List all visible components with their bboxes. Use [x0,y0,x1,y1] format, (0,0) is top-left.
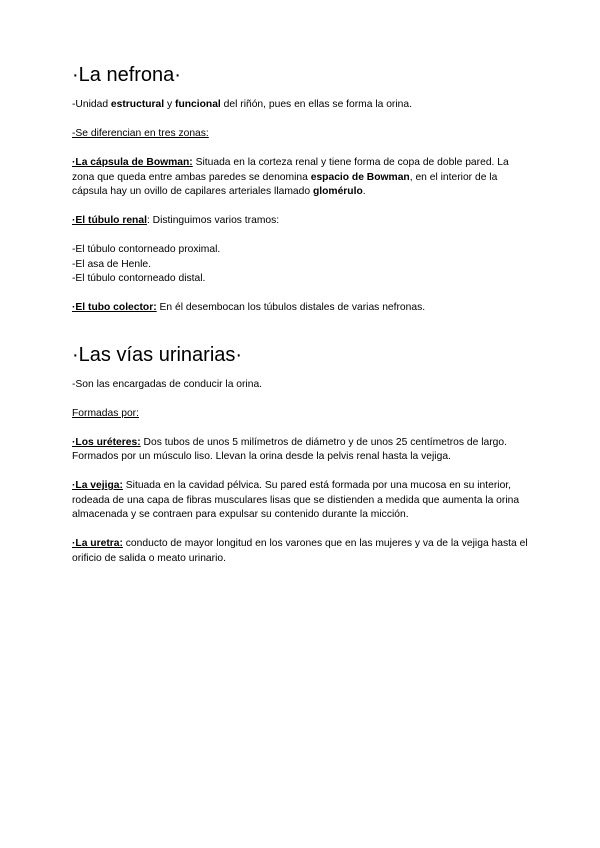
ureteres-text: Dos tubos de unos 5 milímetros de diámetro y de unos 25 centímetros de largo. Formados por un músculo liso. Llevan la orina desde la pelvis renal hasta la vejiga. [72,436,507,462]
intro-bold-estructural: estructural [110,99,165,110]
document-page [72,62,532,581]
intro-text: del riñón, pues en ellas se forma la orina. [220,99,412,110]
tramo-item: -El túbulo contorneado proximal. [72,244,221,255]
capsula-paragraph [72,156,532,200]
vejiga-paragraph [72,479,532,523]
colector-text: En él desembocan los túbulos distales de varias nefronas. [156,302,426,313]
uretra-paragraph [72,537,532,566]
section-title-nefrona: ·La nefrona· [72,64,181,86]
capsula-text: . [362,186,366,197]
tubulo-text: : Distinguimos varios tramos: [146,215,280,226]
uretra-label: ·La uretra: [72,538,123,549]
intro-text: y [164,99,176,110]
capsula-label: ·La cápsula de Bowman: [72,157,193,168]
zones-heading: -Se diferencian en tres zonas: [72,128,209,139]
capsula-bold-espacio: espacio de Bowman [310,171,410,183]
ureteres-label: ·Los uréteres: [72,436,141,448]
capsula-bold-glomerulo: glomérulo [312,186,363,197]
tramo-item: -El túbulo contorneado distal. [72,273,206,284]
uretra-text: conducto de mayor longitud en los varones que en las mujeres y va de la vejiga hasta el orificio de salida o meato urinario. [72,538,528,564]
vias-intro: -Son las encargadas de conducir la orina. [72,378,263,390]
section-title-vias-urinarias: ·Las vías urinarias· [72,343,243,366]
intro-text: -Unidad [72,99,111,110]
formadas-heading: Formadas por: [72,407,139,419]
colector-label: ·El tubo colector: [72,302,157,313]
capsula-text: , en el interior de la cápsula hay un ovillo de capilares arteriales llamado [72,171,498,197]
vejiga-text: Situada en la cavidad pélvica. Su pared está formada por una mucosa en su interior, rodeada de una capa de fibras musculares lisas que se distienden a medida que aumenta la orina almacenada y se contraen para expulsar su contenido durante la micción. [72,480,520,520]
colector-paragraph [72,301,532,316]
nefrona-intro [72,98,532,113]
intro-bold-funcional: funcional [175,99,221,110]
tubulo-label: ·El túbulo renal [72,215,147,226]
tubulo-paragraph [72,214,532,229]
capsula-text: Situada en la corteza renal y tiene forma de copa de doble pared. La zona que queda entre ambas paredes se denomina [72,157,509,183]
tramo-item: -El asa de Henle. [72,258,151,270]
vejiga-label: ·La vejiga: [72,480,123,491]
ureteres-paragraph [72,436,532,465]
